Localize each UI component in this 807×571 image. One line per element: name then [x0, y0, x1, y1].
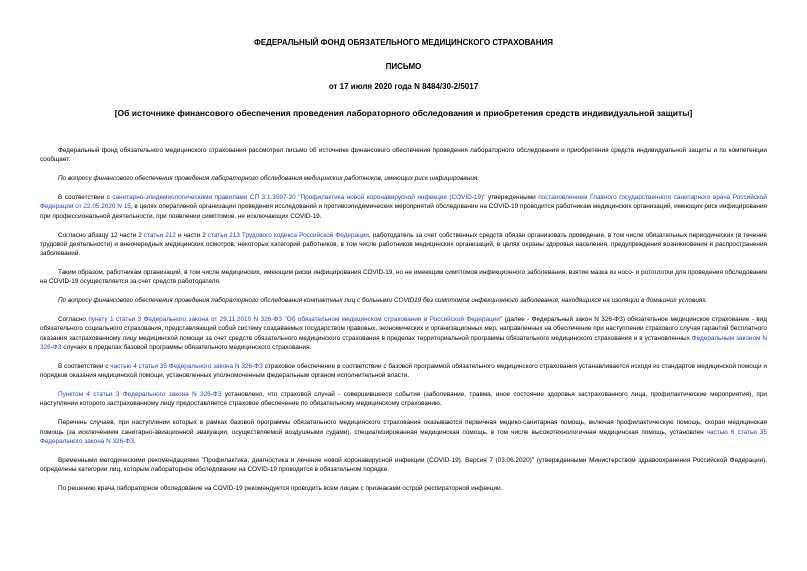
paragraph-text: , в целях оперативной организации проведения исследований и противоэпидемических мероприятий обследование на COVID-19 проводится работникам медицинских организаций, имеющих риск инфицирования при профессиональной деятельности, при появлении симптомов, не исключающих COVID-19.: [40, 203, 767, 220]
body-paragraph: [40, 193, 767, 221]
organization-title: ФЕДЕРАЛЬНЫЙ ФОНД ОБЯЗАТЕЛЬНОГО МЕДИЦИНСКОГО СТРАХОВАНИЯ: [253, 38, 553, 47]
paragraph-text: утвержденными: [485, 194, 539, 202]
document-subject: [Об источнике финансового обеспечения проведения лабораторного обследования и приобретения средств индивидуальной защиты]: [114, 108, 693, 118]
document-reference-link[interactable]: санитарно-эпидемиологическими правилами СП 3.1.3597-20 "Профилактика новой коронавирусной инфекции (COVID-19)": [112, 194, 486, 202]
paragraph-text: случаях в пределах базовой программы обязательного медицинского страхования.: [61, 344, 312, 352]
body-paragraph: [40, 146, 767, 165]
document-reference-link[interactable]: частью 6 статьи 35 Федерального закона N 326-ФЗ: [40, 428, 767, 445]
document-type: ПИСЬМО: [385, 62, 422, 71]
document-reference-link[interactable]: пункту 1 статьи 3 Федерального закона от 29.11.2010 N 326-ФЗ "Об обязательном медицинском страховании в Российской Федерации": [88, 316, 503, 324]
body-paragraph: [40, 315, 767, 352]
paragraph-text: , работодатель за счет собственных средств обязан организовать проведение, в том числе обязательных периодических (в течение трудовой деятельности) и внеочередных медицинских осмотров, некоторых категорий работников, в том числе работников медицинских организаций, в целях охраны здоровья населения, предупреждения возникновения и распространения заболеваний.: [40, 231, 767, 258]
body-paragraph: [40, 231, 767, 259]
document-reference-link[interactable]: статьи 213 Трудового кодекса Российской Федерации: [207, 231, 369, 239]
paragraph-text: .: [134, 437, 136, 445]
paragraph-text: Таким образом, работникам организаций, в том числе медицинских, имеющим риски инфицирования COVID-19, но не имеющим симптомов инфекционного заболевания, взятие мазка из носо- и ротоглотки для проведения обследования на COVID-19 осуществляется за счет средств работодателя.: [40, 269, 767, 286]
body-paragraph: [40, 174, 767, 183]
paragraph-text: Согласно: [58, 316, 89, 324]
document-reference-link[interactable]: Пунктом 4 статьи 3 Федерального закона N 326-ФЗ: [58, 391, 222, 399]
body-paragraph: [40, 456, 767, 475]
document-body: [40, 146, 767, 493]
paragraph-text: Согласно абзацу 12 части 2: [58, 231, 144, 239]
document-date-number: от 17 июля 2020 года N 8484/30-2/5017: [328, 82, 479, 91]
document-reference-link[interactable]: постановлением Главного государственного санитарного врача Российской Федерации от 22.05.2020 N 15: [40, 194, 768, 211]
paragraph-text: Перечень случаев, при наступлении которых в рамках базовой программы обязательного медицинского страхования оказываются первичная медико-санитарная помощь, включая профилактическую помощь, скорая медицинская помощь (за исключением санитарно-авиационной эвакуации, осуществляемой воздушными судами), специализированная медицинская помощь, в том числе высокотехнологичная медицинская помощь, установлен: [40, 419, 767, 436]
body-paragraph: [40, 362, 767, 381]
paragraph-text: По вопросу финансового обеспечения проведения лабораторного обследования медицинских работников, имеющих риск инфицирования.: [58, 175, 480, 183]
paragraph-text: По решению врача лабораторное обследование на COVID-19 рекомендуется проводить всем лицам с признаками острой респираторной инфекции.: [58, 484, 503, 492]
paragraph-text: (далее - Федеральный закон N 326-ФЗ) обязательное медицинское страхование - вид обязательного социального страхования, представляющий собой систему создаваемых государством правовых, экономических и организационных мер, направленных на обеспечение при наступлении страхового случая гарантий бесплатного оказания застрахованному лицу медицинской помощи за счет средств обязательного медицинского страхования в пределах территориальной программы обязательного медицинского страхования и в установленных: [40, 316, 767, 342]
paragraph-text: установлено, что страховой случай - совершившееся событие (заболевание, травма, иное состояние здоровья застрахованного лица, профилактические мероприятия), при наступлении которого застрахованному лицу предоставляется страховое обеспечение по обязательному медицинскому страхованию.: [40, 391, 767, 408]
paragraph-text: В соответствии с: [58, 362, 111, 370]
body-paragraph: [40, 390, 767, 409]
body-paragraph: [40, 296, 767, 305]
paragraph-text: По вопросу финансового обеспечения проведения лабораторного обследования контактных лиц с больными COVID19 без симптомов инфекционного заболевания, находящихся на изоляции в домашних условиях.: [58, 297, 708, 305]
body-paragraph: [40, 484, 767, 493]
body-paragraph: [40, 418, 767, 446]
paragraph-text: Временными методическими рекомендациями "Профилактика, диагностика и лечение новой коронавирусной инфекции (COVID-19). Версия 7 (03.06.2020)" (утвержденными Министерством здравоохранения Российской Федерации), определены категории лиц, которым лабораторное обследование на COVID-19 проводится в обязательном порядке.: [40, 456, 767, 474]
paragraph-text: страховое обеспечение в соответствии с базовой программой обязательного медицинского страхования устанавливается исходя из стандартов медицинской помощи и порядков оказания медицинской помощи, установленных уполномоченным федеральным органом исполнительной власти.: [40, 362, 767, 380]
body-paragraph: [40, 268, 767, 287]
paragraph-text: В соответствии с: [58, 194, 113, 202]
paragraph-text: и части 2: [175, 231, 208, 239]
document-reference-link[interactable]: частью 4 статьи 35 Федерального закона N 326-ФЗ: [110, 362, 263, 370]
document-reference-link[interactable]: Федеральным законом N 326-ФЗ: [40, 334, 767, 352]
document-reference-link[interactable]: статьи 212: [143, 231, 176, 239]
paragraph-text: Федеральный фонд обязательного медицинского страхования рассмотрел письмо об источнике финансового обеспечения проведения лабораторного обследования и приобретения средств индивидуальной защиты и по компетенции сообщает.: [40, 147, 767, 164]
